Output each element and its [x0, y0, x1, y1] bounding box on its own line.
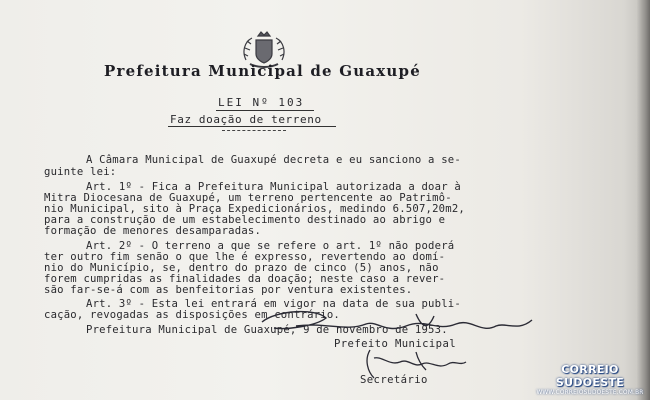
body-line: Prefeitura Municipal de Guaxupé, 9 de novembro de 1953.: [86, 324, 448, 336]
watermark: [534, 363, 646, 396]
body-line: A Câmara Municipal de Guaxupé decreta e eu sanciono a se-: [86, 154, 461, 166]
law-subject: Faz doação de terreno: [170, 113, 322, 126]
body-line: nio Municipal, sito à Praça Expedicionários, medindo 6.507,20m2,: [44, 203, 465, 215]
law-number-underline: [216, 110, 314, 111]
body-line: Art. 3º - Esta lei entrará em vigor na data de sua publi-: [86, 298, 461, 310]
body-line: Art. 2º - O terreno a que se refere o art. 1º não poderá: [86, 240, 455, 252]
body-line: guinte lei:: [44, 166, 117, 178]
municipality-heading: Prefeitura Municipal de Guaxupé: [104, 62, 421, 80]
body-line: formação de menores desamparadas.: [44, 225, 262, 237]
secretary-title: Secretário: [360, 374, 428, 386]
law-subject-underline: [168, 126, 336, 127]
mayor-title: Prefeito Municipal: [334, 338, 457, 350]
watermark-name: CORREIO SUDOESTE: [555, 363, 625, 389]
body-line: são far-se-á com as benfeitorias por ventura existentes.: [44, 284, 413, 296]
body-line: forem cumpridas as finalidades da doação; neste caso a rever-: [44, 273, 446, 285]
law-number: LEI Nº 103: [218, 96, 305, 109]
body-line: nio do Município, se, dentro do prazo de cinco (5) anos, não: [44, 262, 439, 274]
separator-dash: [222, 130, 286, 131]
body-line: Mitra Diocesana de Guaxupé, um terreno pertencente ao Patrimô-: [44, 192, 452, 204]
body-line: para a construção de um estabelecimento destinado ao abrigo e: [44, 214, 446, 226]
body-line: Art. 1º - Fica a Prefeitura Municipal autorizada a doar à: [86, 181, 461, 193]
watermark-url: WWW.CORREIOSUDOESTE.COM.BR: [536, 390, 644, 396]
binder-edge: [636, 0, 650, 400]
body-line: ter outro fim senão o que lhe é expresso, revertendo ao domí-: [44, 251, 446, 263]
body-line: cação, revogadas as disposições em contrário.: [44, 309, 341, 321]
